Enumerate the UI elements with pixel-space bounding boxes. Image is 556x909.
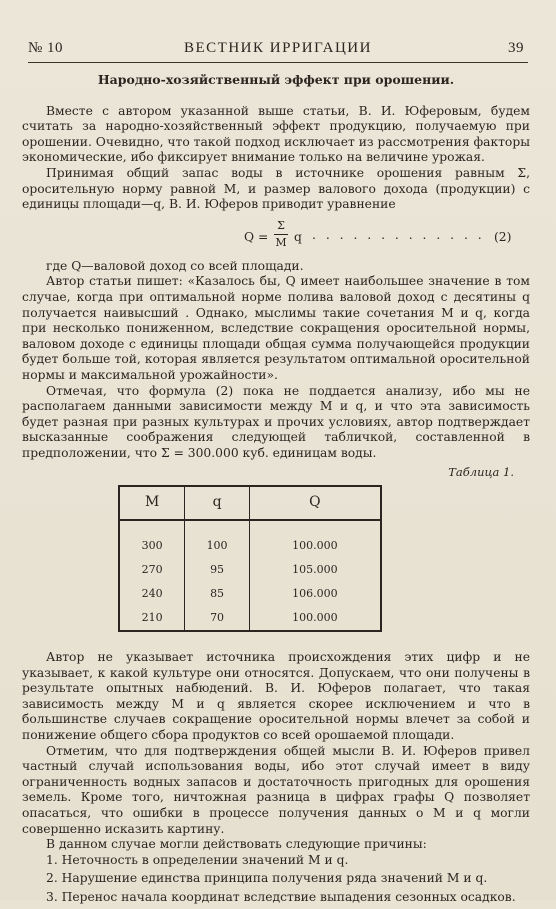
- list-item: 1. Неточность в определении значений M и q.: [46, 852, 349, 867]
- list-item: 2. Нарушение единства принципа получения ряда значений M и q.: [46, 871, 488, 886]
- table-row: [119, 558, 381, 582]
- paragraph-8: В данном случае могли действовать следующие причины:: [46, 837, 427, 852]
- paragraph-7: Отметим, что для подтверждения общей мысли В. И. Юферов привел частный случай использования воды, ибо этот случай имеет в виду ограниченность водных запасов и достаточность пригодных для орошения земель. Кроме того, ничтожная разница в цифрах графы Q позволяет опасаться, что ошибки в процессе получения данных о M и q могли совершенно исказить картину.: [22, 743, 530, 836]
- header-total-q: Q: [249, 486, 381, 520]
- formula-numerator: Σ: [277, 218, 285, 232]
- formula-2: [22, 217, 530, 257]
- journal-title: ВЕСТНИК ИРРИГАЦИИ: [184, 40, 372, 56]
- header-m: M: [119, 486, 185, 520]
- section-title: Народно-хозяйственный эффект при орошении.: [97, 72, 455, 87]
- page-number: 39: [508, 40, 524, 56]
- cell-m: 270: [141, 563, 163, 577]
- table-row: [119, 520, 381, 558]
- cell-total-q: 100.000: [249, 606, 381, 631]
- issue-number: № 10: [28, 40, 64, 56]
- formula-leader-dots: . . . . . . . . . . . . .: [312, 227, 485, 242]
- formula-denominator: M: [275, 235, 287, 249]
- running-header: [28, 40, 528, 60]
- list-item: 3. Перенос начала координат вследствие выпадения сезонных осадков.: [46, 889, 516, 904]
- fraction-bar: [274, 234, 288, 235]
- formula-lhs: Q =: [244, 229, 269, 244]
- cell-m: 300: [141, 539, 163, 553]
- paragraph-4: Автор статьи пишет: «Казалось бы, Q имеет наибольшее значение в том случае, когда при оптимальной норме полива валовой доход с десятины q получается наивысший . Однако, мыслимы такие сочетания M и q, когда при несколько пониженном, вследствие сокращения оросительной нормы, валовом доходе с единицы площади общая сумма получающейся продукции будет больше той, которая является результатом оптимальной оросительной нормы и максимальной урожайности».: [22, 274, 530, 382]
- cell-q: 85: [185, 582, 249, 606]
- cell-q: 70: [185, 606, 249, 631]
- paragraph-3: где Q—валовой доход со всей площади.: [46, 258, 304, 273]
- cell-m: 240: [141, 587, 163, 601]
- table-row: [119, 582, 381, 606]
- cell-m: 210: [119, 606, 185, 631]
- article-body: [22, 72, 530, 909]
- cell-total-q: 105.000: [249, 558, 381, 582]
- cell-total-q: 106.000: [249, 582, 381, 606]
- formula-number: (2): [494, 229, 512, 244]
- header-rule: [28, 62, 528, 63]
- header-q: q: [185, 486, 249, 520]
- table-row: [119, 606, 381, 631]
- formula-fraction: [274, 219, 288, 250]
- paragraph-5: Отмечая, что формула (2) пока не поддается анализу, ибо мы не располагаем данными зависимости между M и q, и что эта зависимость будет разная при разных культурах и прочих условиях, автор подтверждает высказанные соображения следующей табличкой, составленной в предположении, что Σ = 300.000 куб. единицам воды.: [22, 383, 530, 460]
- cell-q: 100: [185, 520, 249, 558]
- causes-list: [22, 853, 530, 906]
- paragraph-6: Автор не указывает источника происхождения этих цифр и не указывает, к какой культуре они относятся. Допускаем, что они получены в результате опытных набюдений. В. И. Юферов полагает, что такая зависимость между M и q является скорее исключением и что в большинстве случаев сокращение оросительной нормы влечет за собой и понижение общего сбора продуктов со всей орошаемой площади.: [22, 650, 530, 743]
- cell-q: 95: [185, 558, 249, 582]
- paragraph-1: Вместе с автором указанной выше статьи, В. И. Юферовым, будем считать за народно-хозяйственный эффект продукцию, получаемую при орошении. Очевидно, что такой подход исключает из рассмотрения факторы экономические, ибо фиксирует внимание только на величине урожая.: [22, 103, 530, 165]
- table-caption: Таблица 1.: [448, 465, 514, 480]
- formula-factor: q: [294, 229, 302, 244]
- table-header-row: [119, 486, 381, 520]
- paragraph-2: Принимая общий запас воды в источнике орошения равным Σ, оросительную норму равной M, и размер валового дохода (продукции) с единицы площади—q, В. И. Юферов приводит уравнение: [22, 165, 530, 212]
- data-table: [118, 485, 382, 632]
- cell-total-q: 100.000: [249, 520, 381, 558]
